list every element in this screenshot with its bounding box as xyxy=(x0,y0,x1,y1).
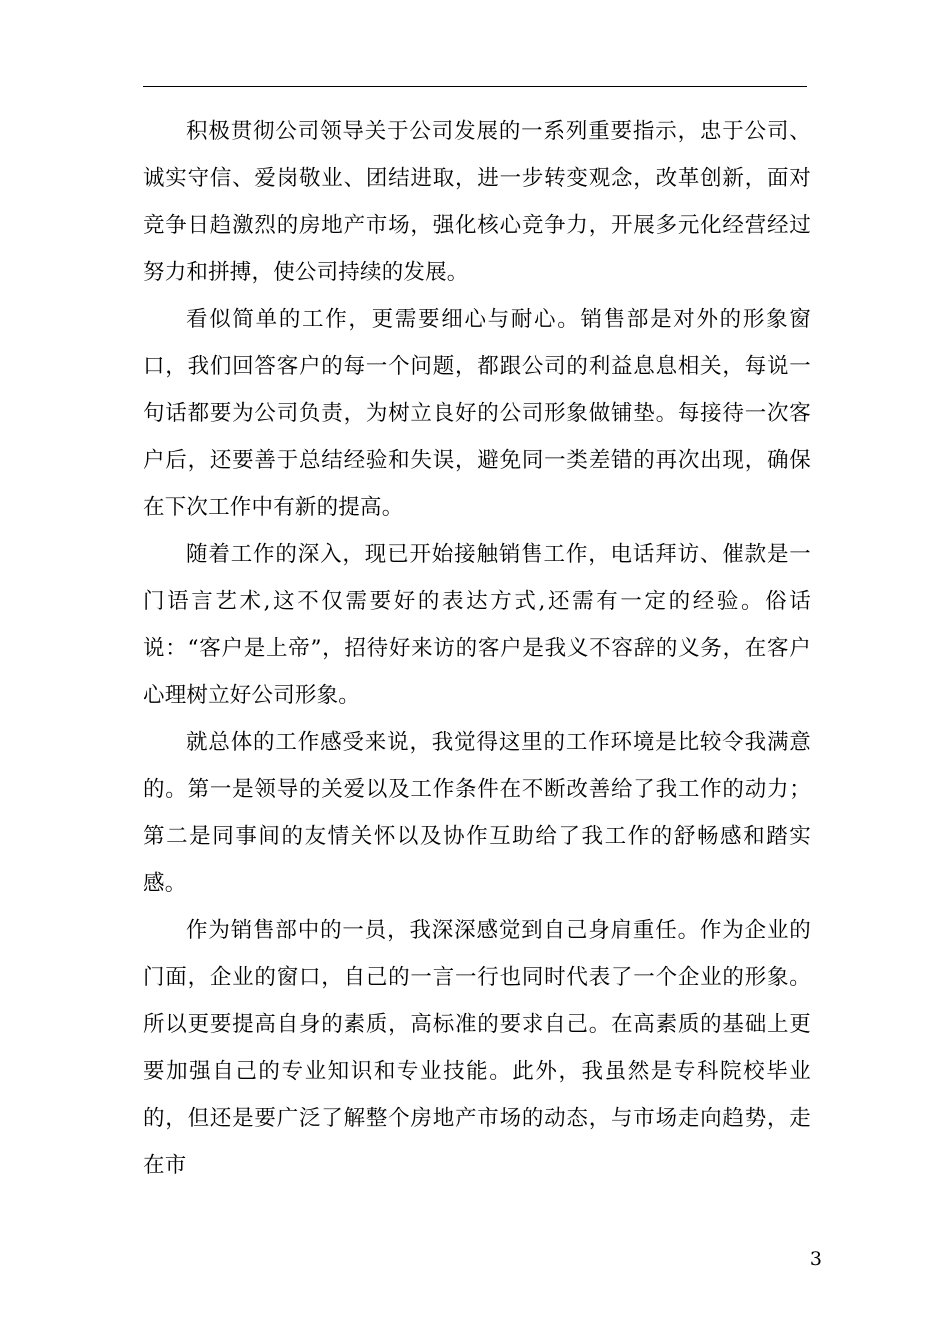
paragraph: 就总体的工作感受来说，我觉得这里的工作环境是比较令我满意的。第一是领导的关爱以及工作条件在不断改善给了我工作的动力；第二是同事间的友情关怀以及协作互助给了我工作的舒畅感和踏实感。 xyxy=(143,730,811,896)
paragraph: 随着工作的深入，现已开始接触销售工作，电话拜访、催款是一门语言艺术,这不仅需要好的表达方式,还需有一定的经验。俗话说：“客户是上帝”，招待好来访的客户是我义不容辞的义务，在客户心理树立好公司形象。 xyxy=(143,542,811,708)
paragraph: 看似简单的工作，更需要细心与耐心。销售部是对外的形象窗口，我们回答客户的每一个问题，都跟公司的利益息息相关，每说一句话都要为公司负责，为树立良好的公司形象做铺垫。每接待一次客户后，还要善于总结经验和失误，避免同一类差错的再次出现，确保在下次工作中有新的提高。 xyxy=(143,307,811,520)
header-divider xyxy=(143,86,807,87)
paragraph: 积极贯彻公司领导关于公司发展的一系列重要指示，忠于公司、诚实守信、爱岗敬业、团结进取，进一步转变观念，改革创新，面对竞争日趋激烈的房地产市场，强化核心竞争力，开展多元化经营经过努力和拼搏，使公司持续的发展。 xyxy=(143,119,811,285)
paragraph: 作为销售部中的一员，我深深感觉到自己身肩重任。作为企业的门面，企业的窗口，自己的一言一行也同时代表了一个企业的形象。所以更要提高自身的素质，高标准的要求自己。在高素质的基础上更要加强自己的专业知识和专业技能。此外，我虽然是专科院校毕业的，但还是要广泛了解整个房地产市场的动态，与市场走向趋势，走在市 xyxy=(143,918,811,1178)
document-body xyxy=(143,108,811,1189)
page-number: 3 xyxy=(809,1248,822,1270)
